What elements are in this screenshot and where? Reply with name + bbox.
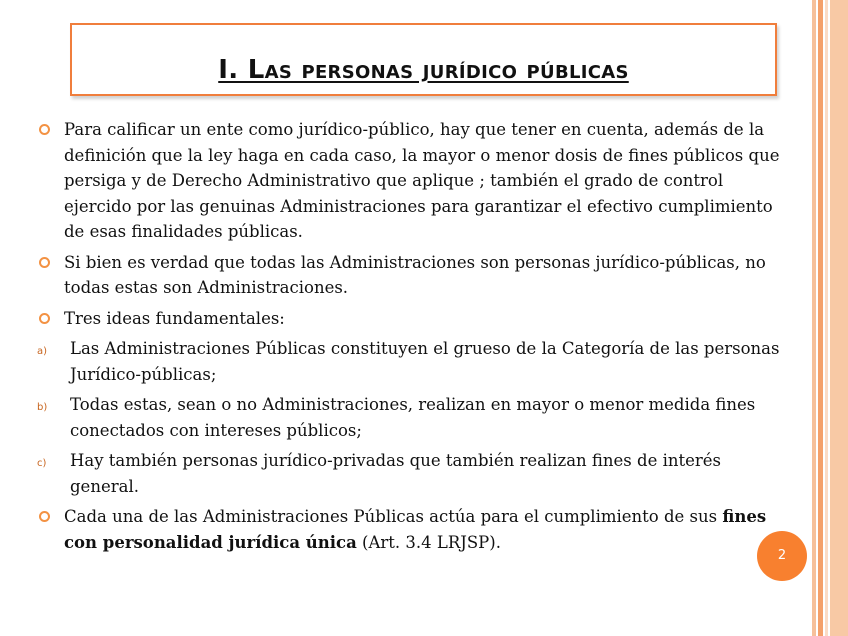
bullet-text: Si bien es verdad que todas las Administraciones son personas jurídico-públicas, no todas estas son Administraciones. — [64, 252, 766, 297]
circle-bullet-icon — [39, 313, 50, 324]
page-number-badge: 2 — [757, 531, 807, 581]
bullet-text-bold: fines con personalidad jurídica única — [64, 507, 767, 552]
slide-title: I. Las personas jurídico públicas — [218, 55, 629, 85]
stripe — [818, 0, 823, 636]
sub-item-a — [37, 336, 782, 387]
letter-marker: a) — [37, 346, 48, 357]
sub-item-b — [37, 392, 782, 443]
stripe — [812, 0, 816, 636]
bullet-text: Hay también personas jurídico-privadas que también realizan fines de interés general. — [70, 451, 722, 496]
circle-bullet-icon — [39, 257, 50, 268]
bullet-text-before: Cada una de las Administraciones Públicas actúa para el cumplimiento de sus — [64, 507, 723, 526]
bullet-text: Para calificar un ente como jurídico-público, hay que tener en cuenta, además de la definición que la ley haga en cada caso, la mayor o menor dosis de fines públicos que persiga y de Derecho Administrativo que aplique ; también el grado de control ejercido por las genuinas Administraciones para garantizar el efectivo cumplimiento de esas finalidades públicas. — [64, 120, 780, 241]
bullet-item — [37, 117, 782, 245]
bullet-text: Todas estas, sean o no Administraciones, realizan en mayor o menor medida fines conectados con intereses públicos; — [70, 395, 756, 440]
decorative-stripes — [812, 0, 848, 636]
stripe — [825, 0, 828, 636]
letter-marker: b) — [37, 402, 48, 413]
bullet-text: Tres ideas fundamentales: — [64, 308, 285, 328]
bullet-item — [37, 306, 782, 332]
letter-marker: c) — [37, 458, 47, 469]
bullet-text-after: (Art. 3.4 LRJSP). — [356, 532, 501, 552]
title-box — [70, 23, 777, 96]
circle-bullet-icon — [39, 124, 50, 135]
sub-item-c — [37, 448, 782, 499]
bullet-item — [37, 250, 782, 301]
bullet-text: Las Administraciones Públicas constituyen el grueso de la Categoría de las personas Jurídico-públicas; — [70, 339, 780, 384]
slide-content — [37, 117, 782, 560]
bullet-item — [37, 504, 782, 555]
circle-bullet-icon — [39, 511, 50, 522]
stripe — [830, 0, 848, 636]
